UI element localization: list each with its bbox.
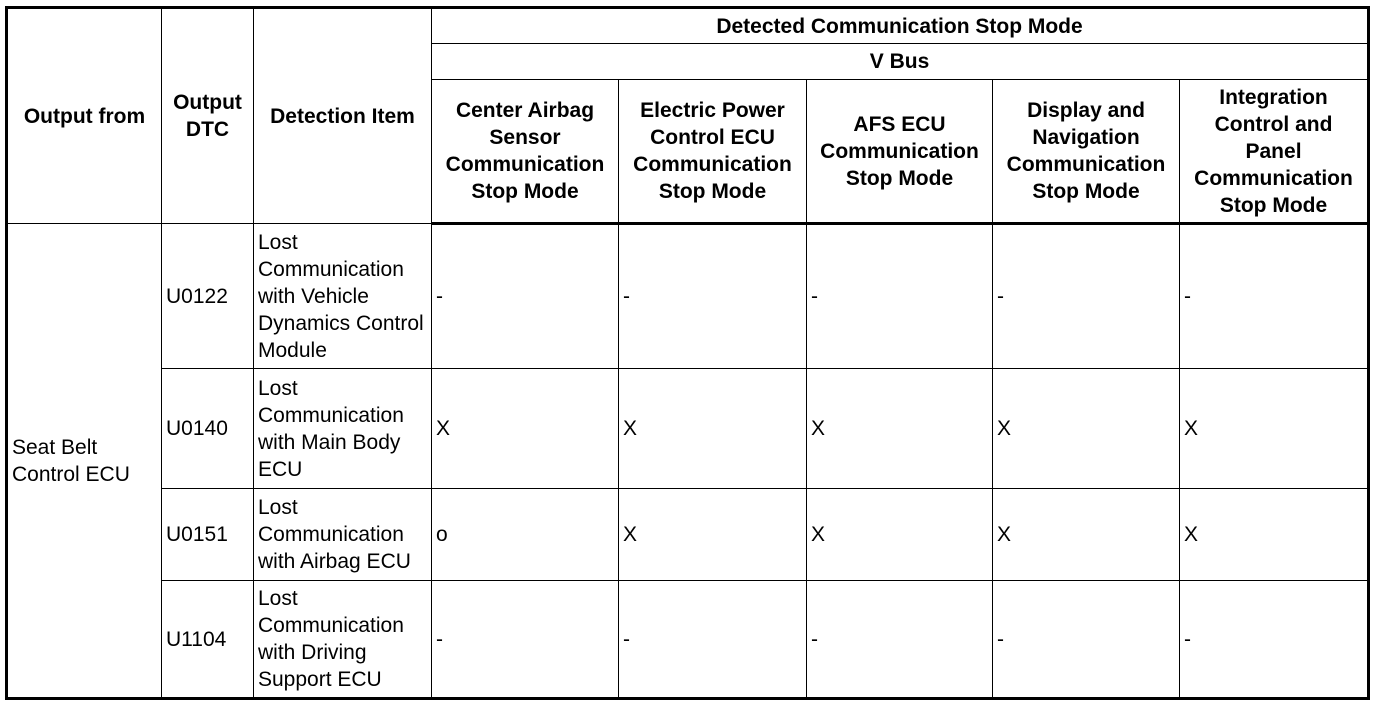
- dtc-table: [5, 6, 1370, 700]
- mode-cell: X: [807, 369, 993, 489]
- table-row: [7, 369, 1369, 489]
- header-output-dtc: Output DTC: [162, 8, 254, 224]
- detection-item-cell: Lost Communication with Main Body ECU: [254, 369, 432, 489]
- detection-item-cell: Lost Communication with Airbag ECU: [254, 489, 432, 581]
- mode-cell: -: [619, 581, 807, 699]
- detection-item-cell: Lost Communication with Driving Support ECU: [254, 581, 432, 699]
- dtc-cell: U0140: [162, 369, 254, 489]
- mode-cell: -: [993, 581, 1180, 699]
- dtc-cell: U0122: [162, 224, 254, 369]
- mode-cell: X: [1180, 369, 1369, 489]
- mode-cell: X: [993, 489, 1180, 581]
- table-header: [7, 8, 1369, 224]
- mode-cell: X: [807, 489, 993, 581]
- mode-cell: -: [807, 581, 993, 699]
- detection-item-cell: Lost Communication with Vehicle Dynamics Control Module: [254, 224, 432, 369]
- table-row: [7, 581, 1369, 699]
- table-body: [7, 224, 1369, 699]
- mode-cell: X: [1180, 489, 1369, 581]
- header-mode-center-airbag: Center Airbag Sensor Communication Stop Mode: [432, 80, 619, 224]
- table-row: [7, 489, 1369, 581]
- header-stop-mode-group: Detected Communication Stop Mode: [432, 8, 1369, 44]
- mode-cell: X: [993, 369, 1180, 489]
- mode-cell: o: [432, 489, 619, 581]
- header-mode-display-navigation: Display and Navigation Communication Stop Mode: [993, 80, 1180, 224]
- header-mode-afs-ecu: AFS ECU Communication Stop Mode: [807, 80, 993, 224]
- mode-cell: X: [619, 489, 807, 581]
- header-mode-electric-power: Electric Power Control ECU Communication Stop Mode: [619, 80, 807, 224]
- mode-cell: -: [1180, 581, 1369, 699]
- header-v-bus: V Bus: [432, 44, 1369, 80]
- mode-cell: X: [619, 369, 807, 489]
- mode-cell: -: [432, 224, 619, 369]
- dtc-cell: U1104: [162, 581, 254, 699]
- output-from-cell: Seat Belt Control ECU: [7, 224, 162, 699]
- mode-cell: -: [993, 224, 1180, 369]
- mode-cell: -: [619, 224, 807, 369]
- header-detection-item: Detection Item: [254, 8, 432, 224]
- header-output-from: Output from: [7, 8, 162, 224]
- mode-cell: -: [1180, 224, 1369, 369]
- mode-cell: -: [432, 581, 619, 699]
- mode-cell: X: [432, 369, 619, 489]
- table-row: [7, 224, 1369, 369]
- header-mode-integration-control: Integration Control and Panel Communication Stop Mode: [1180, 80, 1369, 224]
- dtc-cell: U0151: [162, 489, 254, 581]
- mode-cell: -: [807, 224, 993, 369]
